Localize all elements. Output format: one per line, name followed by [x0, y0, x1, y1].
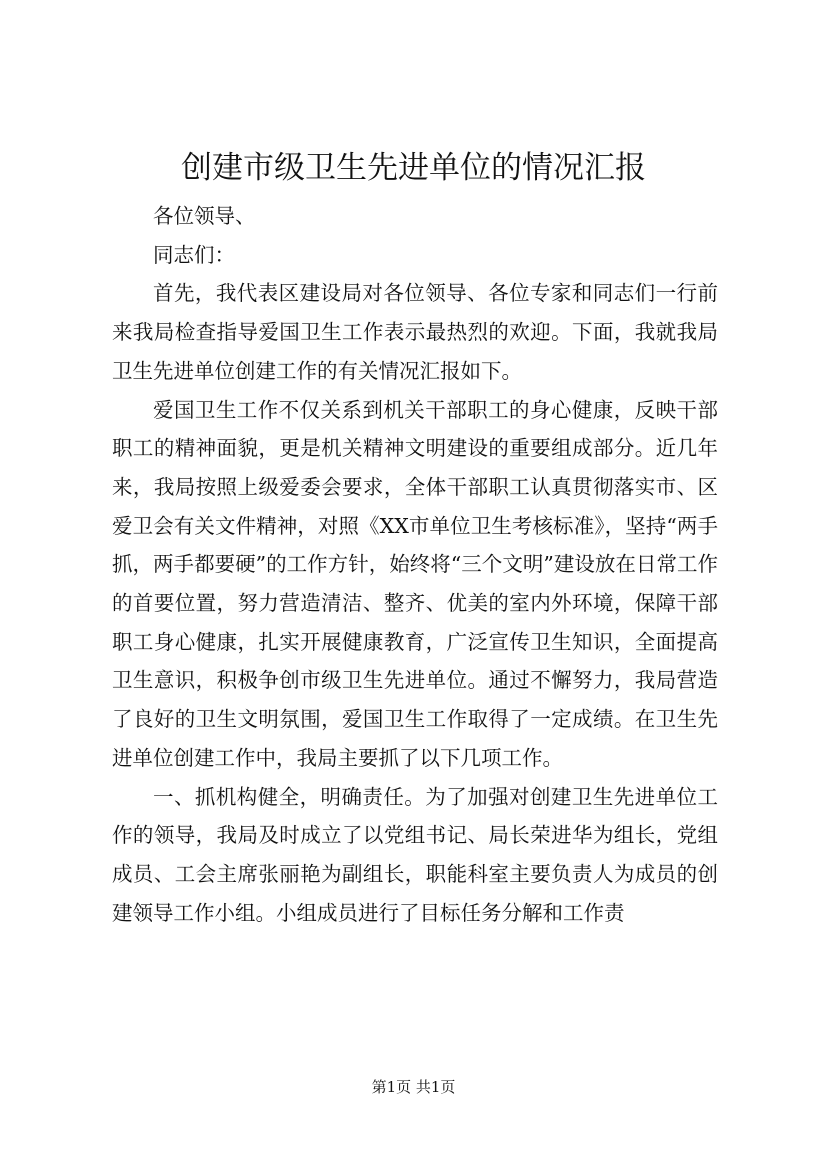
page-footer: 第1页 共1页	[371, 1078, 456, 1096]
paragraph-welcome: 首先，我代表区建设局对各位领导、各位专家和同志们一行前来我局检查指导爱国卫生工作表示最热烈的欢迎。下面，我就我局卫生先进单位创建工作的有关情况汇报如下。	[112, 281, 718, 383]
paragraph-organization: 一、抓机构健全，明确责任。为了加强对创建卫生先进单位工作的领导，我局及时成立了以党组书记、局长荣进华为组长，党组成员、工会主席张丽艳为副组长，职能科室主要负责人为成员的创建领导工作小组。小组成员进行了目标任务分解和工作责	[112, 784, 718, 925]
paragraph-overview: 爱国卫生工作不仅关系到机关干部职工的身心健康，反映干部职工的精神面貌，更是机关精神文明建设的重要组成部分。近几年来，我局按照上级爱委会要求，全体干部职工认真贯彻落实市、区爱卫会有关文件精神，对照《XX市单位卫生考核标准》，坚持“两手抓，两手都要硬”的工作方针，始终将“三个文明”建设放在日常工作的首要位置，努力营造清洁、整齐、优美的室内外环境，保障干部职工身心健康，扎实开展健康教育，广泛宣传卫生知识，全面提高卫生意识，积极争创市级卫生先进单位。通过不懈努力，我局营造了良好的卫生文明氛围，爱国卫生工作取得了一定成绩。在卫生先进单位创建工作中，我局主要抓了以下几项工作。	[112, 397, 718, 770]
salutation-comrades: 同志们：	[153, 242, 235, 267]
document-body	[112, 175, 718, 932]
document-title: 创建市级卫生先进单位的情况汇报	[181, 150, 646, 186]
salutation-leaders: 各位领导、	[153, 204, 256, 228]
